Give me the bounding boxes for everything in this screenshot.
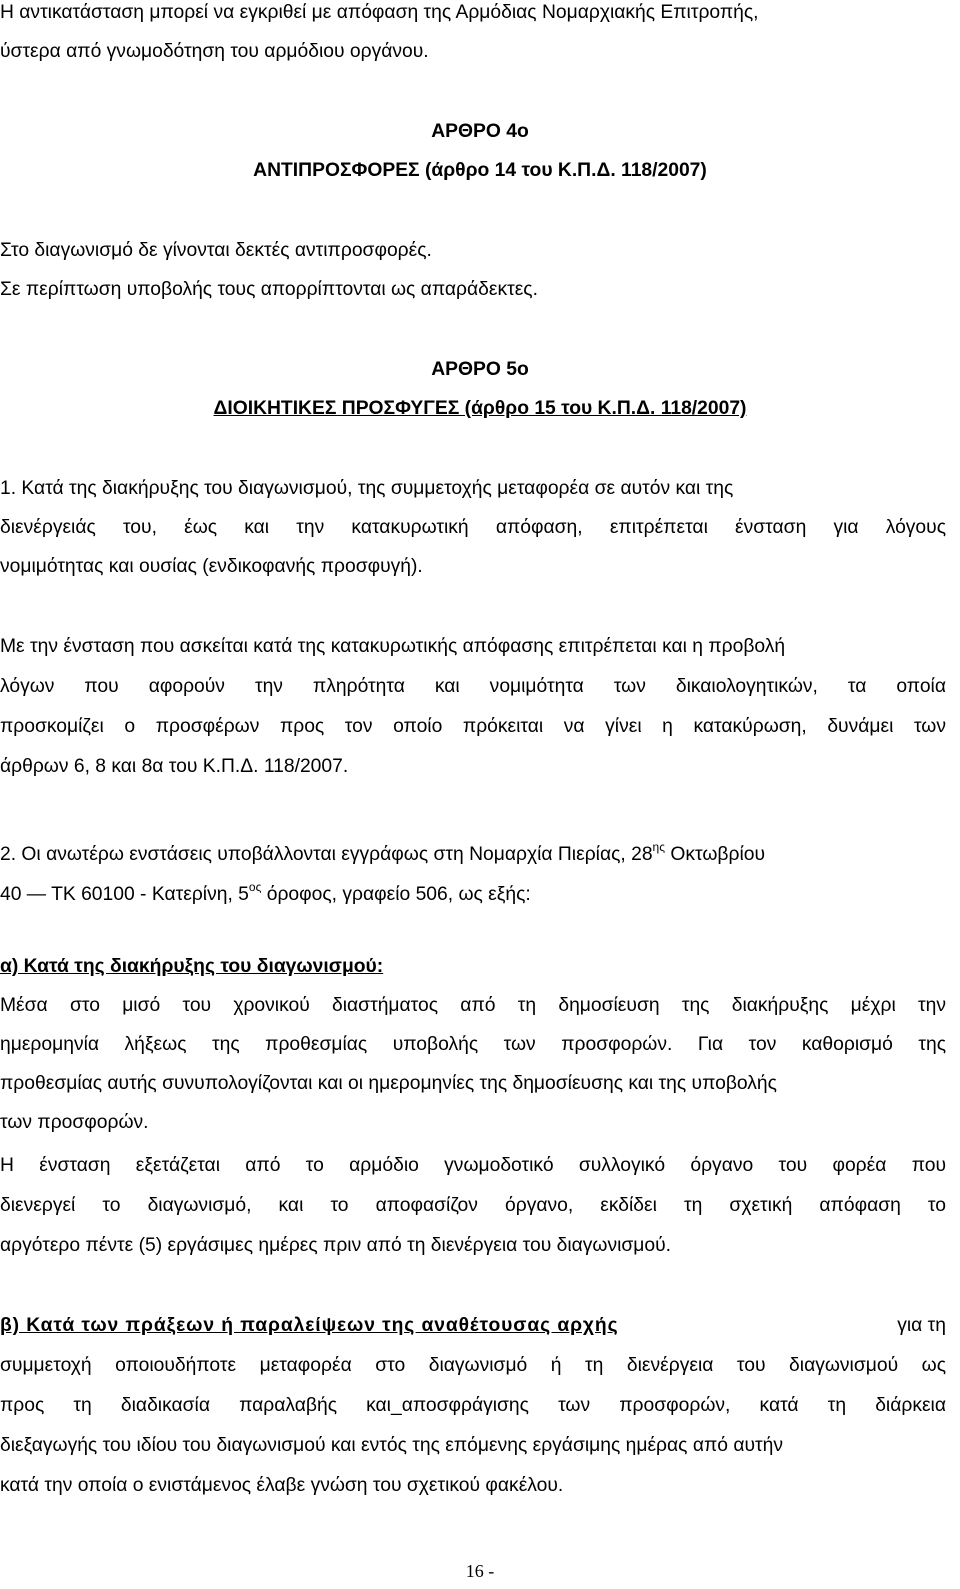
paragraph3-text: 2. Οι ανωτέρω ενστάσεις υποβάλλονται εγγράφως στη Νομαρχία Πιερίας, 28 <box>0 844 653 865</box>
paragraph1-line: νομιμότητας και ουσίας (ενδικοφανής προσφυγή). <box>0 556 423 577</box>
section-b-line: προς τη διαδικασία παραλαβής και_αποσφράγισης των προσφορών, κατά τη διάρκεια <box>0 1395 946 1416</box>
superscript: ος <box>248 880 262 894</box>
section-a-line: αργότερο πέντε (5) εργάσιμες ημέρες πριν από τη διενέργεια του διαγωνισμού. <box>0 1235 672 1256</box>
article4-text-line: Στο διαγωνισμό δε γίνονται δεκτές αντιπροσφορές. <box>0 240 432 261</box>
section-b-line: κατά την οποία ο ενιστάμενος έλαβε γνώση του σχετικού φακέλου. <box>0 1475 564 1496</box>
paragraph1-line: διενέργειάς του, έως και την κατακυρωτική απόφαση, επιτρέπεται ένσταση για λόγους <box>0 517 946 538</box>
superscript: ης <box>652 840 666 854</box>
paragraph2-line: άρθρων 6, 8 και 8α του Κ.Π.Δ. 118/2007. <box>0 756 349 777</box>
section-b-heading-tail: για τη <box>891 1315 946 1336</box>
page-number: 16 - <box>465 1561 495 1581</box>
section-a-line: Η ένσταση εξετάζεται από το αρμόδιο γνωμοδοτικό συλλογικό όργανο του φορέα που <box>0 1155 946 1176</box>
paragraph1-line: 1. Κατά της διακήρυξης του διαγωνισμού, της συμμετοχής μεταφορέα σε αυτόν και της <box>0 478 734 499</box>
section-a-line: προθεσμίας αυτής συνυπολογίζονται και οι ημερομηνίες της δημοσίευσης και της υποβολής <box>0 1073 777 1094</box>
article4-text-line: Σε περίπτωση υποβολής τους απορρίπτονται ως απαράδεκτες. <box>0 279 538 300</box>
section-a-line: διενεργεί το διαγωνισμό, και το αποφασίζον όργανο, εκδίδει τη σχετική απόφαση το <box>0 1195 946 1216</box>
paragraph3-line2 <box>0 876 960 905</box>
intro-line: ύστερα από γνωμοδότηση του αρμόδιου οργάνου. <box>0 41 429 62</box>
paragraph3-text: Οκτωβρίου <box>665 844 766 865</box>
article5-number: ΑΡΘΡΟ 5ο <box>431 359 529 380</box>
paragraph3-text: όροφος, γραφείο 506, ως εξής: <box>261 884 531 905</box>
section-b-line: συμμετοχή οποιουδήποτε μεταφορέα στο διαγωνισμό ή τη διενέργεια του διαγωνισμού ως <box>0 1355 946 1376</box>
paragraph2-line: προσκομίζει ο προσφέρων προς τον οποίο πρόκειται να γίνει η κατακύρωση, δυνάμει των <box>0 716 946 737</box>
section-b-heading: β) Κατά των πράξεων ή παραλείψεων της αναθέτουσας αρχής <box>0 1315 619 1336</box>
article4-title: ΑΝΤΙΠΡΟΣΦΟΡΕΣ (άρθρο 14 του Κ.Π.Δ. 118/2007) <box>253 160 707 181</box>
paragraph2-line: Με την ένσταση που ασκείται κατά της κατακυρωτικής απόφασης επιτρέπεται και η προβολή <box>0 636 786 657</box>
section-b-line: διεξαγωγής του ιδίου του διαγωνισμού και εντός της επόμενης εργάσιμης ημέρας από αυτήν <box>0 1435 784 1456</box>
section-a-heading: α) Κατά της διακήρυξης του διαγωνισμού: <box>0 956 384 977</box>
paragraph2-line: λόγων που αφορούν την πληρότητα και νομιμότητα των δικαιολογητικών, τα οποία <box>0 676 946 697</box>
section-a-line: ημερομηνία λήξεως της προθεσμίας υποβολής των προσφορών. Για τον καθορισμό της <box>0 1034 946 1055</box>
intro-line: Η αντικατάσταση μπορεί να εγκριθεί με απόφαση της Αρμόδιας Νομαρχιακής Επιτροπής, <box>0 2 759 23</box>
section-a-line: Μέσα στο μισό του χρονικού διαστήματος από τη δημοσίευση της διακήρυξης μέχρι την <box>0 995 946 1016</box>
section-b-heading-line <box>0 1315 946 1337</box>
article5-title: ΔΙΟΙΚΗΤΙΚΕΣ ΠΡΟΣΦΥΓΕΣ (άρθρο 15 του Κ.Π.Δ. 118/2007) <box>213 398 747 419</box>
paragraph3-text: 40 — ΤΚ 60100 - Κατερίνη, 5 <box>0 884 249 905</box>
article4-number: ΑΡΘΡΟ 4ο <box>431 121 529 142</box>
paragraph3-line1 <box>0 836 960 865</box>
section-a-line: των προσφορών. <box>0 1112 149 1133</box>
